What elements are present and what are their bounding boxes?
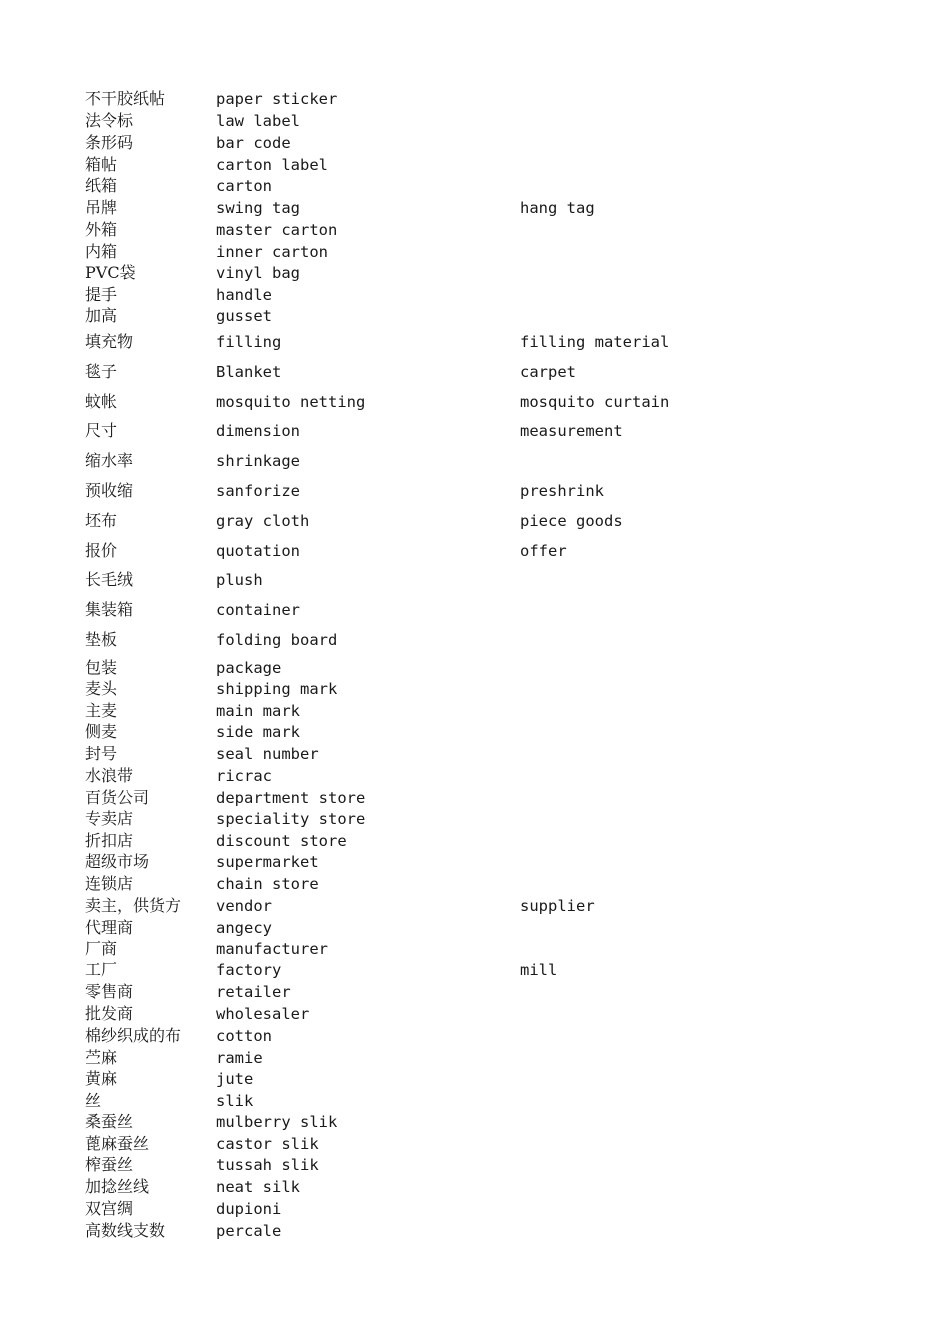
glossary-row	[0, 1068, 950, 1090]
glossary-row	[0, 284, 950, 306]
glossary-row	[0, 132, 950, 154]
glossary-row	[0, 361, 950, 383]
english-term: folding board	[216, 631, 338, 649]
chinese-term: 预收缩	[85, 481, 134, 500]
english-term: vendor	[216, 897, 272, 915]
chinese-term: 蚊帐	[85, 392, 118, 411]
english-term: wholesaler	[216, 1005, 310, 1023]
english-term: slik	[216, 1092, 254, 1110]
english-term: chain store	[216, 875, 319, 893]
english-term: dimension	[216, 422, 300, 440]
glossary-row	[0, 1111, 950, 1133]
english-term: plush	[216, 571, 263, 589]
chinese-term: 加捻丝线	[85, 1177, 150, 1196]
english-term: carton	[216, 177, 272, 195]
glossary-row	[0, 480, 950, 502]
english-term: package	[216, 659, 282, 677]
chinese-term: 不干胶纸帖	[85, 89, 166, 108]
glossary-row	[0, 391, 950, 413]
alternate-term: preshrink	[520, 482, 604, 500]
english-term: speciality store	[216, 810, 366, 828]
chinese-term: 报价	[85, 541, 118, 560]
glossary-row	[0, 262, 950, 284]
alternate-term: mosquito curtain	[520, 393, 670, 411]
alternate-term: piece goods	[520, 512, 623, 530]
glossary-row	[0, 331, 950, 353]
chinese-term: 高数线支数	[85, 1221, 166, 1240]
glossary-row	[0, 197, 950, 219]
glossary-row	[0, 917, 950, 939]
chinese-term: 代理商	[85, 918, 134, 937]
english-term: vinyl bag	[216, 264, 300, 282]
english-term: tussah slik	[216, 1156, 319, 1174]
english-term: inner carton	[216, 243, 328, 261]
english-term: retailer	[216, 983, 291, 1001]
alternate-term: measurement	[520, 422, 623, 440]
chinese-term: 侧麦	[85, 722, 118, 741]
glossary-row	[0, 981, 950, 1003]
chinese-term: 填充物	[85, 332, 134, 351]
chinese-term: 麦头	[85, 679, 118, 698]
english-term: gray cloth	[216, 512, 310, 530]
glossary-row	[0, 1176, 950, 1198]
english-term: side mark	[216, 723, 300, 741]
glossary-row	[0, 241, 950, 263]
english-term: mosquito netting	[216, 393, 366, 411]
glossary-row	[0, 219, 950, 241]
english-term: supermarket	[216, 853, 319, 871]
chinese-term: PVC袋	[85, 263, 136, 282]
chinese-term: 毯子	[85, 362, 118, 381]
glossary-row	[0, 175, 950, 197]
glossary-row	[0, 895, 950, 917]
glossary-row	[0, 1133, 950, 1155]
english-term: quotation	[216, 542, 300, 560]
alternate-term: carpet	[520, 363, 576, 381]
glossary-row	[0, 700, 950, 722]
chinese-term: 批发商	[85, 1004, 134, 1023]
alternate-term: filling material	[520, 333, 670, 351]
glossary-row	[0, 851, 950, 873]
english-term: main mark	[216, 702, 300, 720]
alternate-term: mill	[520, 961, 558, 979]
glossary-row	[0, 599, 950, 621]
alternate-term: offer	[520, 542, 567, 560]
chinese-term: 零售商	[85, 982, 134, 1001]
chinese-term: 包装	[85, 658, 118, 677]
english-term: master carton	[216, 221, 338, 239]
english-term: Blanket	[216, 363, 282, 381]
chinese-term: 蓖麻蚕丝	[85, 1134, 150, 1153]
english-term: ramie	[216, 1049, 263, 1067]
english-term: bar code	[216, 134, 291, 152]
chinese-term: 厂商	[85, 939, 118, 958]
glossary-row	[0, 1198, 950, 1220]
chinese-term: 专卖店	[85, 809, 134, 828]
chinese-term: 桑蚕丝	[85, 1112, 134, 1131]
chinese-term: 工厂	[85, 960, 118, 979]
glossary-row	[0, 110, 950, 132]
chinese-term: 棉纱织成的布	[85, 1026, 182, 1045]
english-term: shipping mark	[216, 680, 338, 698]
chinese-term: 箱帖	[85, 155, 118, 174]
chinese-term: 百货公司	[85, 788, 150, 807]
glossary-row	[0, 569, 950, 591]
chinese-term: 条形码	[85, 133, 134, 152]
glossary-row	[0, 1220, 950, 1242]
chinese-term: 折扣店	[85, 831, 134, 850]
english-term: shrinkage	[216, 452, 300, 470]
glossary-row	[0, 154, 950, 176]
english-term: container	[216, 601, 300, 619]
english-term: filling	[216, 333, 282, 351]
glossary-row	[0, 420, 950, 442]
english-term: seal number	[216, 745, 319, 763]
chinese-term: 纸箱	[85, 176, 118, 195]
chinese-term: 黄麻	[85, 1069, 118, 1088]
glossary-row	[0, 787, 950, 809]
english-term: factory	[216, 961, 282, 979]
alternate-term: supplier	[520, 897, 595, 915]
english-term: jute	[216, 1070, 254, 1088]
glossary-row	[0, 765, 950, 787]
chinese-term: 吊牌	[85, 198, 118, 217]
glossary-row	[0, 1025, 950, 1047]
chinese-term: 苎麻	[85, 1048, 118, 1067]
glossary-row	[0, 510, 950, 532]
glossary-row	[0, 540, 950, 562]
glossary-row	[0, 743, 950, 765]
chinese-term: 尺寸	[85, 421, 118, 440]
glossary-row	[0, 305, 950, 327]
chinese-term: 缩水率	[85, 451, 134, 470]
alternate-term: hang tag	[520, 199, 595, 217]
chinese-term: 水浪带	[85, 766, 134, 785]
chinese-term: 内箱	[85, 242, 118, 261]
glossary-row	[0, 1090, 950, 1112]
glossary-row	[0, 1154, 950, 1176]
glossary-row	[0, 1047, 950, 1069]
english-term: mulberry slik	[216, 1113, 338, 1131]
english-term: handle	[216, 286, 272, 304]
english-term: percale	[216, 1222, 282, 1240]
glossary-row	[0, 88, 950, 110]
english-term: law label	[216, 112, 300, 130]
chinese-term: 坯布	[85, 511, 118, 530]
chinese-term: 法令标	[85, 111, 134, 130]
english-term: cotton	[216, 1027, 272, 1045]
chinese-term: 集装箱	[85, 600, 134, 619]
glossary-row	[0, 657, 950, 679]
glossary-row	[0, 808, 950, 830]
chinese-term: 提手	[85, 285, 118, 304]
chinese-term: 外箱	[85, 220, 118, 239]
glossary-row	[0, 959, 950, 981]
glossary-row	[0, 450, 950, 472]
chinese-term: 封号	[85, 744, 118, 763]
glossary-row	[0, 938, 950, 960]
english-term: paper sticker	[216, 90, 338, 108]
chinese-term: 加高	[85, 306, 118, 325]
english-term: swing tag	[216, 199, 300, 217]
glossary-row	[0, 873, 950, 895]
glossary-row	[0, 830, 950, 852]
english-term: ricrac	[216, 767, 272, 785]
english-term: dupioni	[216, 1200, 282, 1218]
chinese-term: 双宫绸	[85, 1199, 134, 1218]
chinese-term: 榨蚕丝	[85, 1155, 134, 1174]
english-term: department store	[216, 789, 366, 807]
english-term: castor slik	[216, 1135, 319, 1153]
chinese-term: 卖主，供货方	[85, 896, 182, 915]
chinese-term: 主麦	[85, 701, 118, 720]
english-term: manufacturer	[216, 940, 328, 958]
glossary-row	[0, 629, 950, 651]
english-term: discount store	[216, 832, 347, 850]
glossary-row	[0, 678, 950, 700]
chinese-term: 垫板	[85, 630, 118, 649]
english-term: gusset	[216, 307, 272, 325]
chinese-term: 长毛绒	[85, 570, 134, 589]
chinese-term: 连锁店	[85, 874, 134, 893]
english-term: neat silk	[216, 1178, 300, 1196]
chinese-term: 超级市场	[85, 852, 150, 871]
english-term: angecy	[216, 919, 272, 937]
glossary-row	[0, 721, 950, 743]
english-term: carton label	[216, 156, 328, 174]
english-term: sanforize	[216, 482, 300, 500]
glossary-row	[0, 1003, 950, 1025]
chinese-term: 丝	[85, 1091, 102, 1110]
